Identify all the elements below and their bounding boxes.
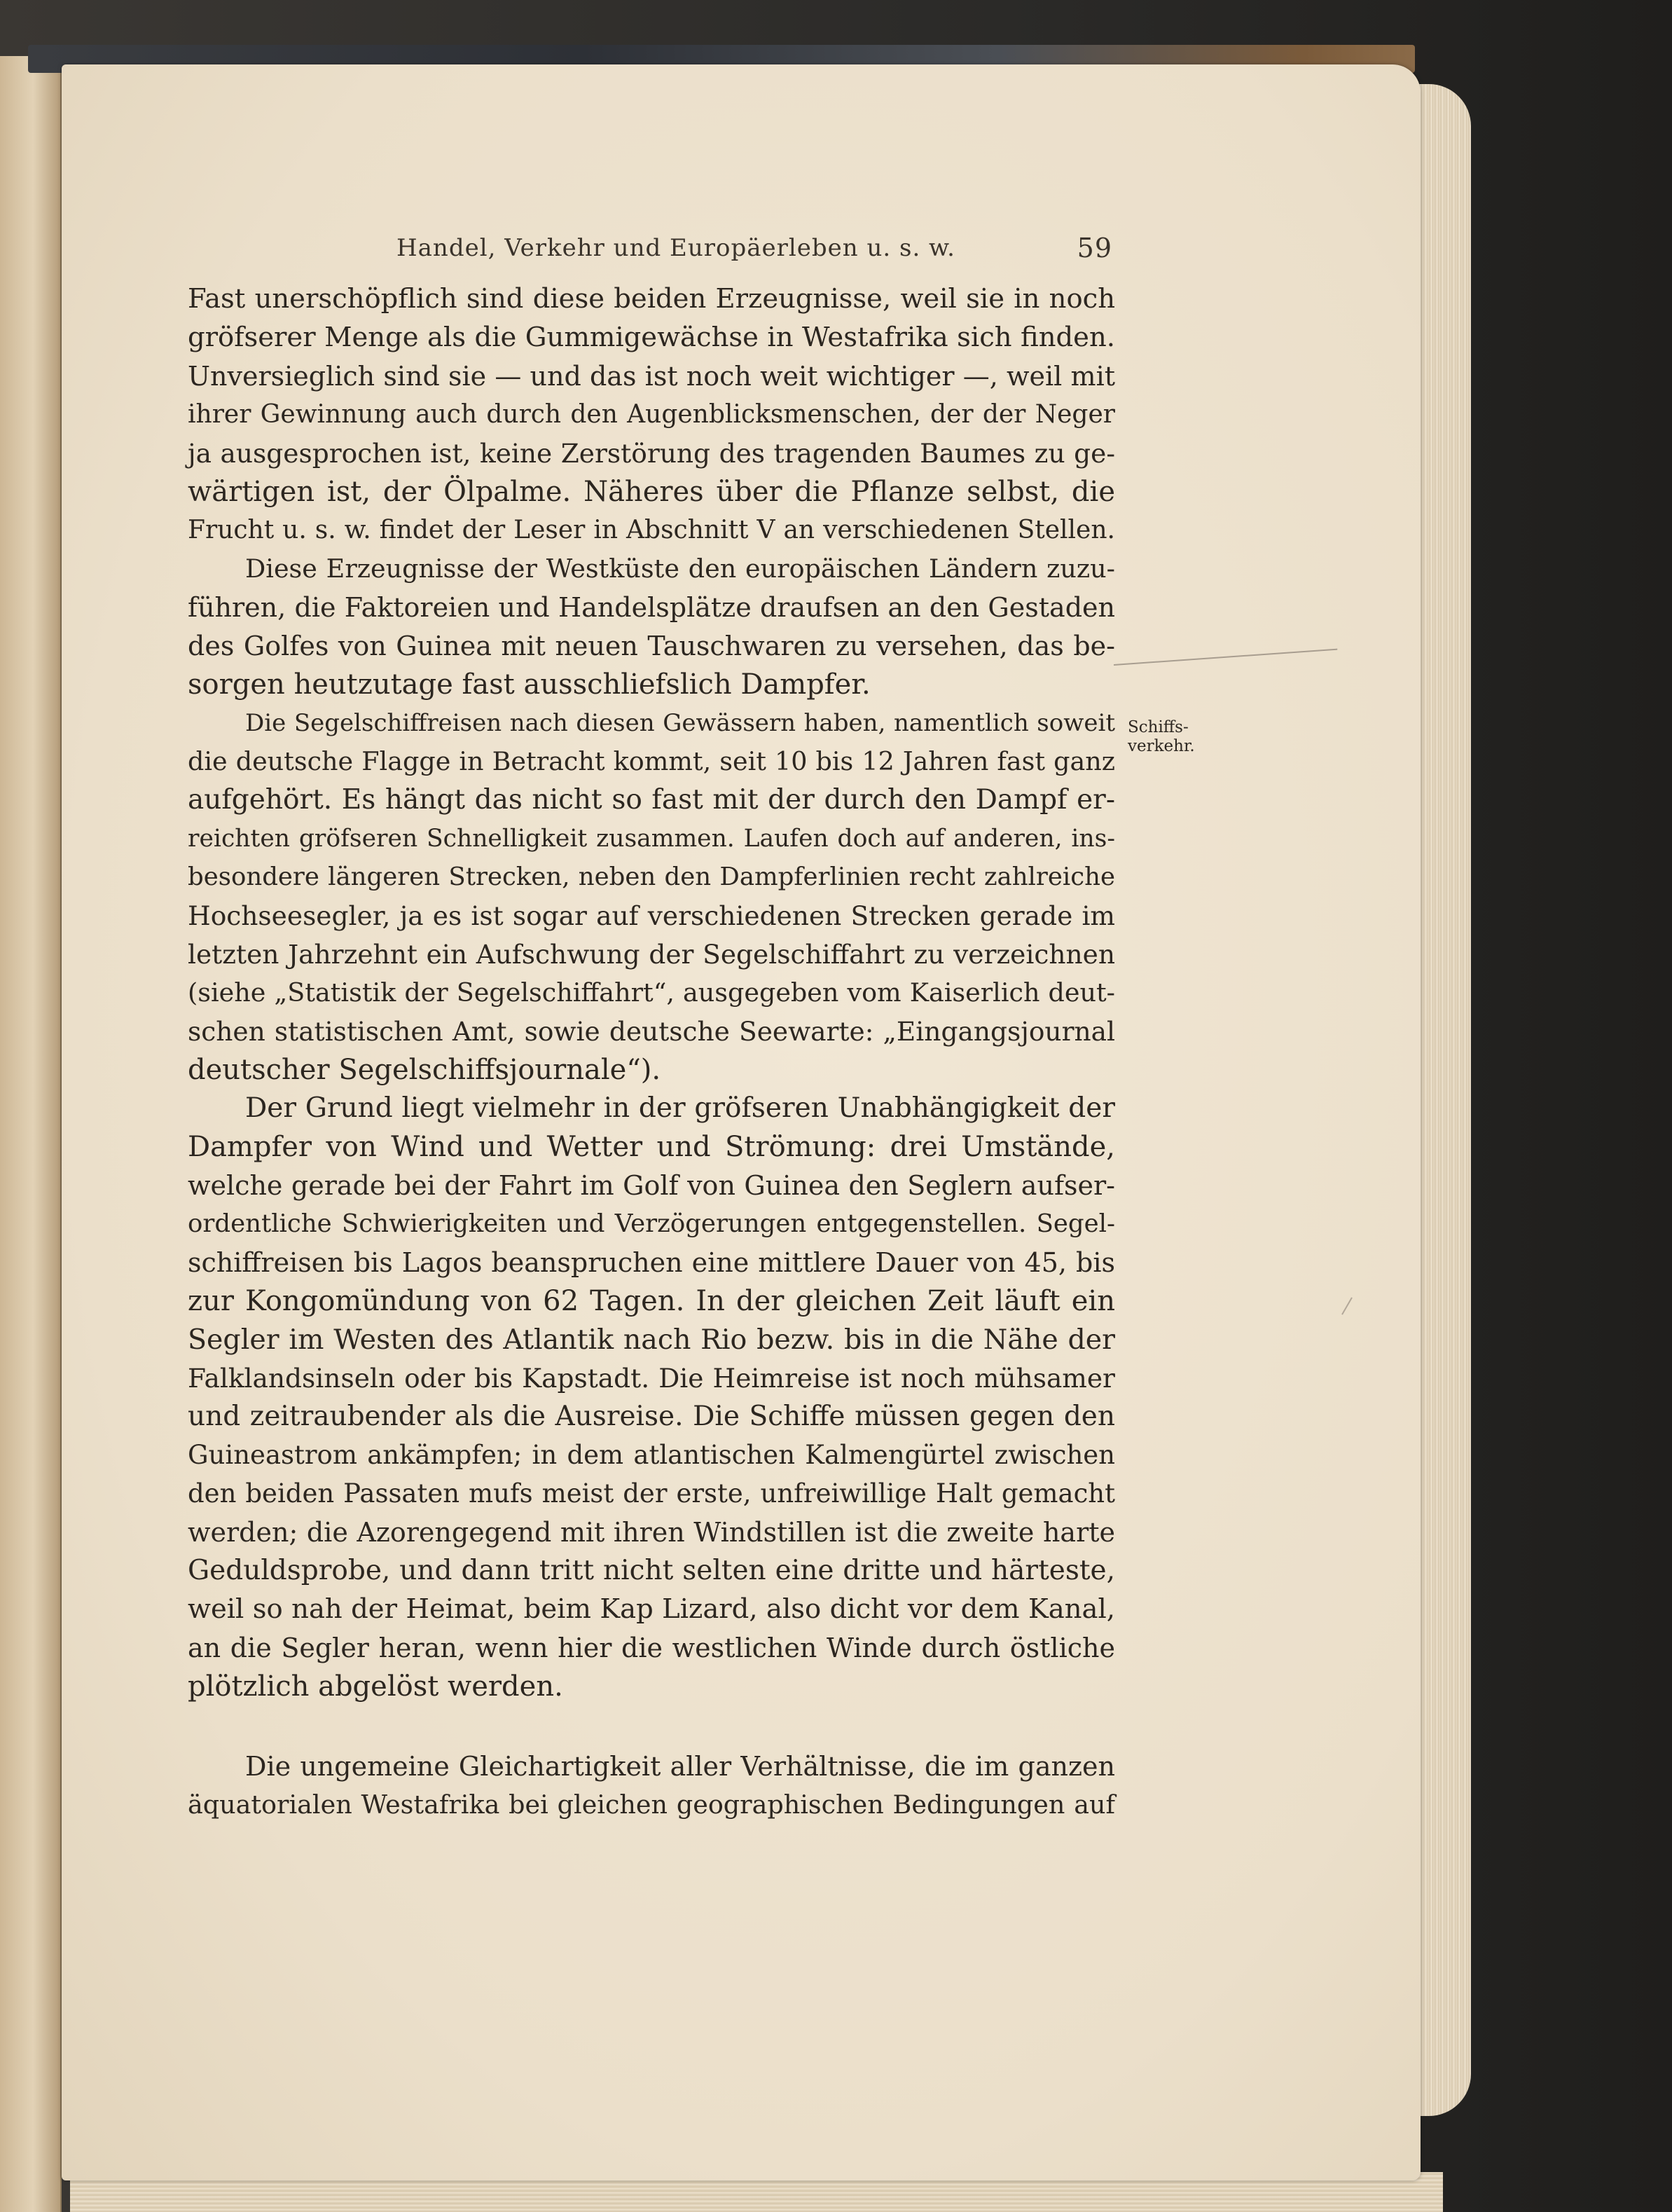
text-line: Segler im Westen des Atlantik nach Rio bezw. bis in die Nähe der	[188, 1324, 1115, 1356]
text-line: sorgen heutzutage fast ausschliefslich Dampfer.	[188, 668, 871, 701]
text-line: Geduldsprobe, und dann tritt nicht selten eine dritte und härteste,	[188, 1555, 1115, 1586]
text-line: Falklandsinseln oder bis Kapstadt. Die Heimreise ist noch mühsamer	[188, 1363, 1115, 1394]
text-line: an die Segler heran, wenn hier die westlichen Winde durch östliche	[188, 1633, 1115, 1663]
text-line: Der Grund liegt vielmehr in der gröfseren Unabhängigkeit der	[245, 1092, 1115, 1124]
text-line: Diese Erzeugnisse der Westküste den europäischen Ländern zuzu-	[245, 554, 1115, 584]
text-line: aufgehört. Es hängt das nicht so fast mit der durch den Dampf er-	[188, 784, 1115, 816]
text-line: die deutsche Flagge in Betracht kommt, seit 10 bis 12 Jahren fast ganz	[188, 746, 1115, 776]
text-line: Die ungemeine Gleichartigkeit aller Verhältnisse, die im ganzen	[245, 1751, 1115, 1782]
marginal-note-line: verkehr.	[1128, 737, 1195, 755]
text-line: plötzlich abgelöst werden.	[188, 1670, 563, 1703]
text-line: schen statistischen Amt, sowie deutsche Seewarte: „Eingangsjournal	[188, 1016, 1115, 1047]
text-line: weil so nah der Heimat, beim Kap Lizard, also dicht vor dem Kanal,	[188, 1593, 1115, 1625]
text-line: äquatorialen Westafrika bei gleichen geographischen Bedingungen auf	[188, 1789, 1115, 1820]
text-line: Frucht u. s. w. findet der Leser in Abschnitt V an verschiedenen Stellen.	[188, 516, 1115, 544]
text-line: Unversieglich sind sie — und das ist noch weit wichtiger —, weil mit	[188, 361, 1115, 392]
text-line: Guineastrom ankämpfen; in dem atlantischen Kalmengürtel zwischen	[188, 1440, 1115, 1470]
text-line: reichten gröfseren Schnelligkeit zusammen. Laufen doch auf anderen, ins-	[188, 825, 1115, 853]
text-line: führen, die Faktoreien und Handelsplätze draufsen an den Gestaden	[188, 592, 1115, 623]
text-line: besondere längeren Strecken, neben den Dampferlinien recht zahlreiche	[188, 863, 1115, 891]
text-line: ordentliche Schwierigkeiten und Verzögerungen entgegenstellen. Segel-	[188, 1209, 1115, 1238]
text-line: Dampfer von Wind und Wetter und Strömung: drei Umstände,	[188, 1131, 1115, 1163]
running-head: Handel, Verkehr und Europäerleben u. s. w.	[396, 234, 955, 262]
text-line: ihrer Gewinnung auch durch den Augenblicksmenschen, der der Neger	[188, 400, 1115, 429]
text-line: schiffreisen bis Lagos beanspruchen eine mittlere Dauer von 45, bis	[188, 1247, 1115, 1278]
text-line: des Golfes von Guinea mit neuen Tauschwaren zu versehen, das be-	[188, 631, 1115, 661]
text-line: wärtigen ist, der Ölpalme. Näheres über die Pflanze selbst, die	[188, 476, 1115, 508]
text-line: den beiden Passaten mufs meist der erste, unfreiwillige Halt gemacht	[188, 1478, 1115, 1509]
page-header	[188, 230, 1115, 272]
text-line: zur Kongomündung von 62 Tagen. In der gleichen Zeit läuft ein	[188, 1285, 1115, 1317]
text-line: und zeitraubender als die Ausreise. Die Schiffe müssen gegen den	[188, 1401, 1115, 1432]
text-line: Hochseesegler, ja es ist sogar auf verschiedenen Strecken gerade im	[188, 900, 1115, 931]
text-line: werden; die Azorengegend mit ihren Windstillen ist die zweite harte	[188, 1517, 1115, 1548]
text-line: Fast unerschöpflich sind diese beiden Erzeugnisse, weil sie in noch	[188, 283, 1115, 315]
marginal-note-line: Schiffs-	[1128, 718, 1189, 736]
text-line: welche gerade bei der Fahrt im Golf von Guinea den Seglern aufser-	[188, 1170, 1115, 1201]
text-line: deutscher Segelschiffsjournale“).	[188, 1054, 661, 1086]
facing-page-edge	[0, 56, 62, 2212]
text-line: gröfserer Menge als die Gummigewächse in Westafrika sich finden.	[188, 322, 1115, 353]
text-line: Die Segelschiffreisen nach diesen Gewässern haben, namentlich soweit	[245, 709, 1115, 737]
marginal-note	[1128, 718, 1195, 756]
text-line: (siehe „Statistik der Segelschiffahrt“, ausgegeben vom Kaiserlich deut-	[188, 977, 1115, 1008]
page-number: 59	[1077, 233, 1112, 263]
text-line: letzten Jahrzehnt ein Aufschwung der Segelschiffahrt zu verzeichnen	[188, 939, 1115, 970]
text-line: ja ausgesprochen ist, keine Zerstörung des tragenden Baumes zu ge-	[188, 438, 1115, 469]
